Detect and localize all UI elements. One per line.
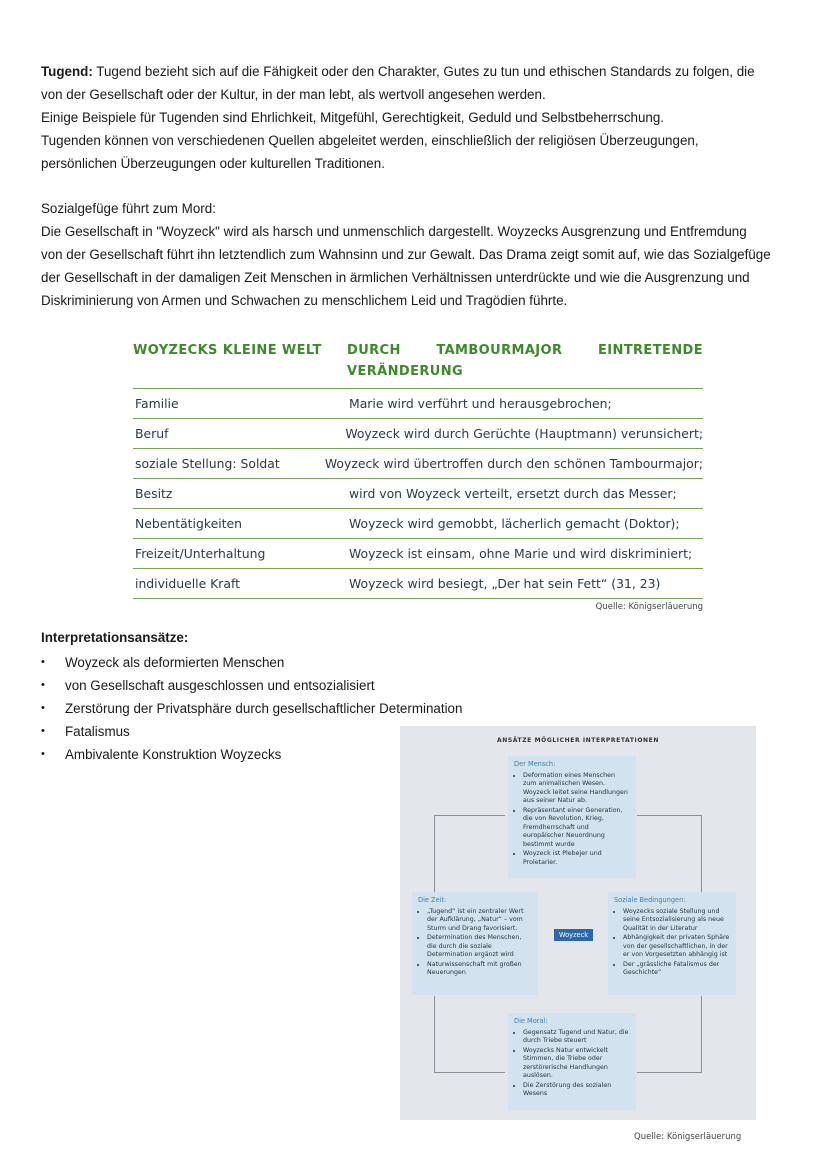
tugend-definition: Tugend bezieht sich auf die Fähigkeit oder den Charakter, Gutes zu tun und ethischen Standards zu folgen, die <box>96 64 755 79</box>
table-cell-aspect: Beruf <box>135 426 169 441</box>
list-item-text: Ambivalente Konstruktion Woyzecks <box>65 747 282 762</box>
list-item-text: Zerstörung der Privatsphäre durch gesellschaftlicher Determination <box>65 701 463 716</box>
table-cell-change: Woyzeck wird gemobbt, lächerlich gemacht (Doktor); <box>349 516 680 531</box>
table-cell-aspect: Nebentätigkeiten <box>135 516 242 531</box>
interpretation-diagram <box>400 726 756 1120</box>
diagram-title: ANSÄTZE MÖGLICHER INTERPRETATIONEN <box>496 737 660 744</box>
list-item-text: Fatalismus <box>65 724 130 739</box>
list-item <box>41 674 462 697</box>
box-item: • Der „grässliche Fatalismus der Geschichte“ <box>623 961 730 978</box>
table-cell-aspect: soziale Stellung: Soldat <box>135 456 280 471</box>
table-source: Quelle: Königserläuerung <box>595 602 703 612</box>
table-header-right <box>347 340 703 382</box>
box-mensch <box>508 756 636 878</box>
woyzeck-world-table <box>133 340 703 612</box>
box-item: • Gegensatz Tugend und Natur, die durch Triebe steuert <box>523 1029 630 1046</box>
diagram-source: Quelle: Königserläuerung <box>634 1132 742 1142</box>
bullet-icon: • <box>41 679 45 691</box>
tugend-definition-line2: von der Gesellschaft oder der Kultur, in der man lebt, als wertvoll angesehen werden. <box>41 87 546 102</box>
box-item: • Woyzecks Natur entwickelt Stimmen, die Triebe oder zerstörerische Handlungen auslösen. <box>523 1047 630 1081</box>
table-row <box>133 509 703 539</box>
box-moral <box>508 1013 636 1110</box>
box-title: Soziale Bedingungen: <box>614 896 686 904</box>
table-cell-change: Marie wird verführt und herausgebrochen; <box>349 396 612 411</box>
table-row <box>133 539 703 569</box>
bullet-icon: • <box>41 748 45 760</box>
box-item: • Repräsentant einer Generation, die von Revolution, Krieg, Fremdherrschaft und europäischer Neuordnung bestimmt wurde <box>523 807 630 850</box>
table-cell-change: Woyzeck ist einsam, ohne Marie und wird diskriminiert; <box>349 546 693 561</box>
box-item: • Determination des Menschen, die durch die soziale Determination ergänzt wird <box>427 934 532 960</box>
box-item: • Woyzecks soziale Stellung und seine Entsozialisierung als neue Qualität in der Literatur <box>623 908 730 934</box>
box-title: Die Zeit: <box>418 896 447 904</box>
table-header <box>133 340 703 389</box>
connector-line <box>637 815 702 892</box>
table-cell-change: Woyzeck wird besiegt, „Der hat sein Fett“ (31, 23) <box>349 576 661 591</box>
tugend-examples: Einige Beispiele für Tugenden sind Ehrlichkeit, Mitgefühl, Gerechtigkeit, Geduld und Selbstbeherrschung. <box>41 110 665 125</box>
social-paragraph <box>41 197 801 312</box>
box-zeit <box>412 892 538 995</box>
table-header-left: WOYZECKS KLEINE WELT <box>133 343 322 358</box>
list-item <box>41 697 462 720</box>
woyzeck-center-label: Woyzeck <box>554 929 593 941</box>
connector-line <box>434 996 505 1073</box>
tugend-term: Tugend: <box>41 64 93 79</box>
table-cell-aspect: Familie <box>135 396 179 411</box>
table-cell-change: wird von Woyzeck verteilt, ersetzt durch das Messer; <box>349 486 677 501</box>
list-item <box>41 651 462 674</box>
table-cell-change: Woyzeck wird übertroffen durch den schönen Tambourmajor; <box>324 456 703 471</box>
social-line: Diskriminierung von Armen und Schwachen zu menschlichem Leid und Tragödien führte. <box>41 293 568 308</box>
connector-line <box>434 815 505 892</box>
table-row <box>133 449 703 479</box>
table-cell-change: Woyzeck wird durch Gerüchte (Hauptmann) verunsichert; <box>345 426 703 441</box>
box-title: Der Mensch: <box>514 760 556 768</box>
social-line: von der Gesellschaft führt ihn letztendlich zum Wahnsinn und zur Gewalt. Das Drama zeigt somit auf, wie das Sozialgefüge <box>41 247 771 262</box>
box-item: • Abhängigkeit der privaten Sphäre von der gesellschaftlichen, in der er von Vorgesetzten abhängig ist <box>623 934 730 960</box>
box-item: • Deformation eines Menschen zum animalischen Wesen. Woyzeck leitet seine Handlungen aus seiner Natur ab. <box>523 772 630 806</box>
tugend-sources-line2: persönlichen Überzeugungen oder kulturellen Traditionen. <box>41 156 385 171</box>
table-header-right-line1: DURCH TAMBOURMAJOR EINTRETENDE <box>347 343 703 358</box>
table-cell-aspect: Besitz <box>135 486 173 501</box>
bullet-icon: • <box>41 702 45 714</box>
table-header-right-line2: VERÄNDERUNG <box>347 364 464 379</box>
table-row <box>133 419 703 449</box>
tugend-sources: Tugenden können von verschiedenen Quellen abgeleitet werden, einschließlich der religiösen Überzeugungen, <box>41 133 699 148</box>
list-item-text: Woyzeck als deformierten Menschen <box>65 655 285 670</box>
social-line: Die Gesellschaft in "Woyzeck" wird als harsch und unmenschlich dargestellt. Woyzecks Ausgrenzung und Entfremdung <box>41 224 747 239</box>
interpretations-title: Interpretationsansätze: <box>41 630 189 645</box>
box-item: • Woyzeck ist Plebejer und Proletarier. <box>523 850 630 867</box>
table-cell-aspect: individuelle Kraft <box>135 576 240 591</box>
box-item: • Die Zerstörung des sozialen Wesens <box>523 1082 630 1099</box>
bullet-icon: • <box>41 656 45 668</box>
list-item-text: von Gesellschaft ausgeschlossen und entsozialisiert <box>65 678 375 693</box>
box-soziale-bedingungen <box>608 892 736 995</box>
table-row <box>133 569 703 599</box>
bullet-icon: • <box>41 725 45 737</box>
table-row <box>133 389 703 419</box>
box-item: • „Tugend“ ist ein zentraler Wert der Aufklärung, „Natur“ – vom Sturm und Drang favorisiert. <box>427 908 532 934</box>
social-heading: Sozialgefüge führt zum Mord: <box>41 201 216 216</box>
table-row <box>133 479 703 509</box>
box-title: Die Moral: <box>514 1017 548 1025</box>
table-cell-aspect: Freizeit/Unterhaltung <box>135 546 266 561</box>
connector-line <box>637 996 702 1073</box>
box-item: • Naturwissenschaft mit großen Neuerungen <box>427 961 532 978</box>
social-line: der Gesellschaft in der damaligen Zeit Menschen in ärmlichen Verhältnissen unterdrückte und wie die Ausgrenzung und <box>41 270 750 285</box>
tugend-paragraph <box>41 60 791 175</box>
